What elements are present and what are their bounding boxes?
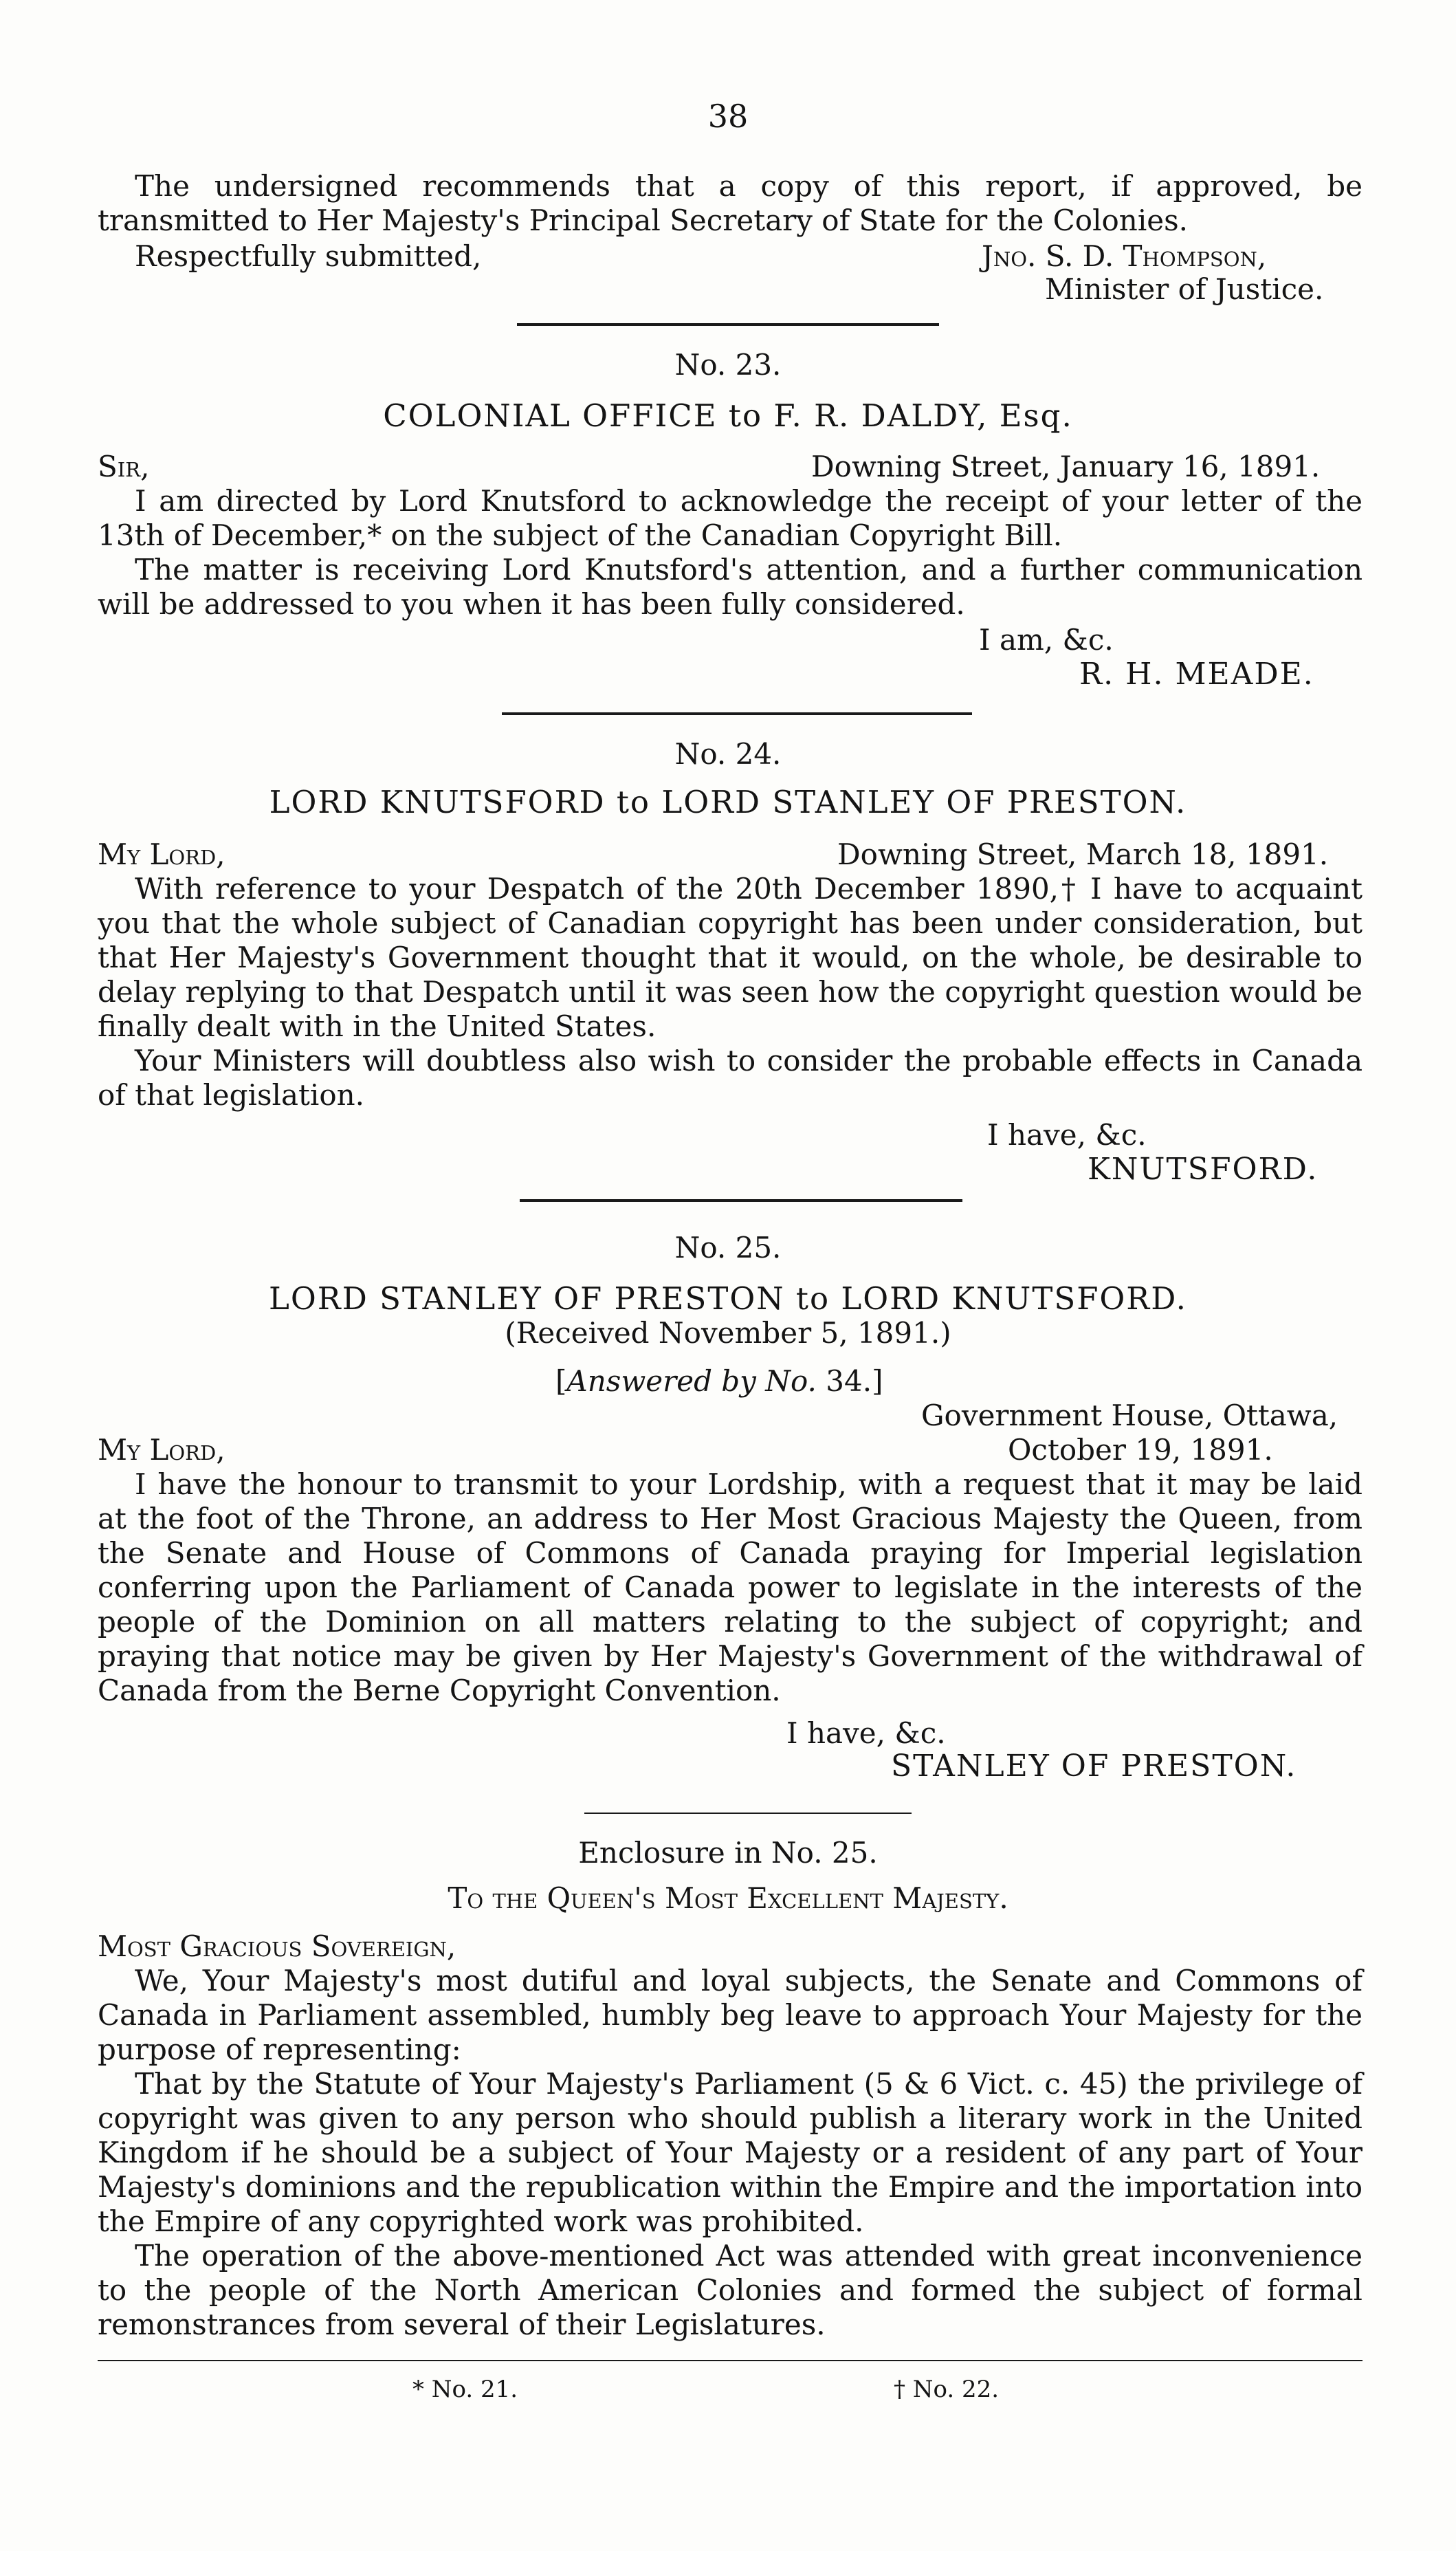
intro-paragraph: The undersigned recommends that a copy of this report, if approved, be transmitted to Her Majesty's Principal Secretary of State for the Colonies. (98, 169, 1363, 237)
enclosure-paragraph-3: The operation of the above-mentioned Act was attended with great inconvenience to the people of the North American Colonies and formed the subject of formal remonstrances from several of their Legislatures. (98, 2239, 1363, 2341)
section-divider (584, 1813, 912, 1814)
intro-signer-title: Minister of Justice. (1045, 272, 1324, 306)
no25-date: October 19, 1891. (1008, 1433, 1273, 1467)
enclosure-title: Enclosure in No. 25. (578, 1836, 878, 1870)
page-number: 38 (707, 98, 749, 135)
no23-paragraph-1: I am directed by Lord Knutsford to acknowledge the receipt of your letter of the 13th of December,* on the subject of the Canadian Copyright Bill. (98, 484, 1363, 552)
no23-salutation: Sir, (98, 450, 150, 483)
no24-paragraph-2: Your Ministers will doubtless also wish to consider the probable effects in Canada of that legislation. (98, 1044, 1363, 1112)
enclosure-paragraph-2: That by the Statute of Your Majesty's Parliament (5 & 6 Vict. c. 45) the privilege of copyright was given to any person who should publish a literary work in the United Kingdom if he should be a subject of Your Majesty or a resident of any part of Your Majesty's dominions and the republication within the Empire and the importation into the Empire of any copyrighted work was prohibited. (98, 2067, 1363, 2238)
no23-signer: R. H. MEADE. (1079, 657, 1314, 692)
no23-heading: COLONIAL OFFICE to F. R. DALDY, Esq. (383, 397, 1073, 434)
section-divider (520, 1199, 962, 1202)
footnote-2: † No. 22. (894, 2376, 1000, 2403)
no23-paragraph-2: The matter is receiving Lord Knutsford's attention, and a further communication will be addressed to you when it has been fully considered. (98, 553, 1363, 621)
no24-salutation: My Lord, (98, 837, 225, 871)
no24-heading: LORD KNUTSFORD to LORD STANLEY OF PRESTON. (269, 784, 1187, 820)
section-divider (517, 323, 939, 326)
no25-paragraph-1: I have the honour to transmit to your Lordship, with a request that it may be laid at the foot of the Throne, an address to Her Most Gracious Majesty the Queen, from the Senate and House of Commons of Canada praying for Imperial legislation conferring upon the Parliament of Canada power to legislate in the interests of the people of the Dominion on all matters relating to the subject of copyright; and praying that notice may be given by Her Majesty's Government of the withdrawal of Canada from the Berne Copyright Convention. (98, 1467, 1363, 1707)
intro-signer: Jno. S. D. Thompson, (982, 239, 1267, 273)
no25-number: No. 25. (674, 1231, 782, 1264)
no24-paragraph-1: With reference to your Despatch of the 20th December 1890,† I have to acquaint you that the whole subject of Canadian copyright has been under consideration, but that Her Majesty's Government thought that it would, on the whole, be desirable to delay replying to that Despatch until it was seen how the copyright question would be finally dealt with in the United States. (98, 872, 1363, 1043)
no25-closing: I have, &c. (786, 1716, 946, 1750)
no24-number: No. 24. (674, 737, 782, 771)
no25-place: Government House, Ottawa, (921, 1399, 1338, 1432)
no23-closing: I am, &c. (979, 623, 1114, 657)
footnote-rule (98, 2360, 1363, 2361)
no24-closing: I have, &c. (987, 1118, 1147, 1152)
no25-answered-note: [Answered by No. 34.] (555, 1364, 883, 1398)
no25-salutation: My Lord, (98, 1433, 225, 1467)
no25-signer: STANLEY OF PRESTON. (891, 1749, 1297, 1784)
no23-place-date: Downing Street, January 16, 1891. (811, 450, 1321, 483)
intro-closing: Respectfully submitted, (135, 239, 482, 273)
no24-place-date: Downing Street, March 18, 1891. (837, 837, 1329, 871)
no25-received: (Received November 5, 1891.) (505, 1316, 951, 1350)
no24-signer: KNUTSFORD. (1088, 1152, 1319, 1187)
enclosure-salutation: Most Gracious Sovereign, (98, 1929, 456, 1963)
enclosure-address: To the Queen's Most Excellent Majesty. (448, 1881, 1008, 1915)
no23-number: No. 23. (674, 348, 782, 382)
enclosure-paragraph-1: We, Your Majesty's most dutiful and loyal subjects, the Senate and Commons of Canada in Parliament assembled, humbly beg leave to approach Your Majesty for the purpose of representing: (98, 1964, 1363, 2066)
footnote-1: * No. 21. (412, 2376, 518, 2403)
section-divider (502, 712, 972, 715)
no25-heading: LORD STANLEY OF PRESTON to LORD KNUTSFORD. (269, 1280, 1187, 1317)
